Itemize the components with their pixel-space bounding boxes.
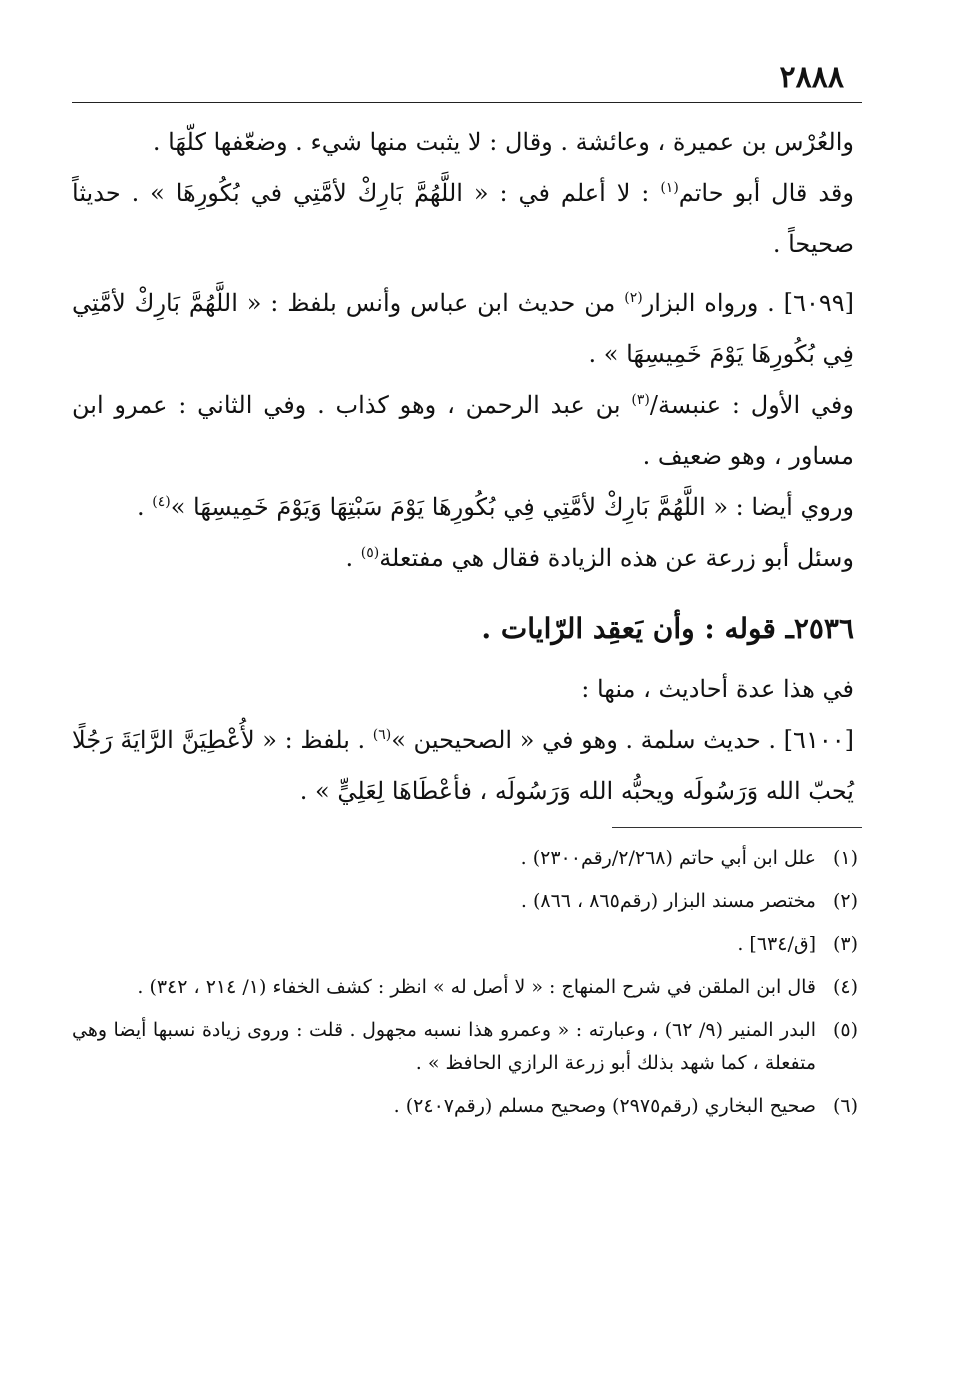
paragraph-text: وفي الأول : عنبسة/ [649,391,854,419]
footnote-number: (٦) [832,1095,858,1117]
paragraph-text: من حديث ابن عباس وأنس بلفظ : « اللَّهُمَّ بَارِكْ لأمَّتِي فِي بُكُورِهَا يَوْمَ خَمِيسِهَا » . [72,289,854,368]
paragraph-text: وسئل أبو زرعة عن هذه الزيادة فقال هي مفتعلة [379,544,854,572]
paragraph-text: وروي أيضا : « اللَّهُمَّ بَارِكْ لأمَّتِي فِي بُكُورِهَا يَوْمَ سَبْتِهَا وَيَوْمَ خَمِيسِهَا » [170,493,854,521]
footnote-text: صحيح البخاري (رقم٢٩٧٥) وصحيح مسلم (رقم٢٤٠٧) . [393,1095,816,1117]
paragraph [72,664,862,715]
paragraph-text: وقد قال أبو حاتم [678,179,854,207]
footnote-ref[interactable]: (١) [660,180,679,196]
section-heading: ٢٥٣٦ـ قوله : وأن يَعقِد الرّايات . [481,612,854,645]
footnote-text: مختصر مسند البزار (رقم٨٦٥ ، ٨٦٦) . [520,890,816,912]
footnote-text: علل ابن أبي حاتم (٢/٢٦٨/رقم٢٣٠٠) . [520,847,816,869]
footnotes [72,842,862,1123]
footnote-number: (١) [832,847,858,869]
paragraph [72,715,862,817]
footnote-text: البدر المنير (٩/ ٦٢) ، وعبارته : « وعمرو هذا نسبه مجهول . قلت : وروى زيادة نسبها أيضا وهي متفعلة ، كما شهد بذلك أبو زرعة الرازي الحافظ » . [72,1019,816,1074]
main-text [72,117,862,817]
page-number: ٢٨٨٨ [779,60,844,95]
footnote-text: قال ابن الملقن في شرح المنهاج : « لا أصل له » انظر : كشف الخفاء (١/ ٢١٤ ، ٣٤٢) . [137,976,816,998]
paragraph-text: . [136,493,153,521]
paragraph [72,533,862,584]
paragraph [72,482,862,533]
footnote-number: (٣) [832,933,858,955]
footnote-number: (٤) [832,976,858,998]
paragraph [72,380,862,482]
footnote-item [72,971,862,1004]
paragraph-text: [٦٠٩٩] . ورواه البزار [642,289,854,317]
footnote-item [72,1014,862,1080]
paragraph-text: [٦١٠٠] . حديث سلمة . وهو في « الصحيحين » [391,726,854,754]
paragraph-text: . بلفظ : « لأُعْطِيَنَّ الرَّايَةَ رَجُلًا يُحبّ الله وَرَسُولَه ويحبُّه الله وَرَسُولَه ، فأعْطَاهَا لِعَلِيٍّ » . [72,726,854,805]
footnote-item [72,928,862,961]
footnote-item [72,1090,862,1123]
footnote-ref[interactable]: (٣) [631,392,650,408]
paragraph-text: . [345,544,361,572]
footnote-ref[interactable]: (٥) [360,545,380,561]
paragraph-text: بن عبد الرحمن ، وهو كذاب . وفي الثاني : عمرو ابن مساور ، وهو ضعيف . [72,391,854,470]
footnote-text: [ق/٦٣٤] . [737,933,816,955]
page-header [72,52,862,103]
paragraph-text: في هذا عدة أحاديث ، منها : [581,675,854,703]
footnote-number: (٢) [832,890,858,912]
footnote-ref[interactable]: (٤) [152,494,171,510]
paragraph [72,168,862,270]
footnote-item [72,842,862,875]
footnote-item [72,885,862,918]
footnote-number: (٥) [832,1019,858,1041]
paragraph-text: : لا أعلم في : « اللَّهُمَّ بَارِكْ لأمَّتِي في بُكُورِهَا » . حديثاً صحيحاً . [72,179,854,258]
paragraph [72,278,862,380]
paragraph-text: والعُرْس بن عميرة ، وعائشة . وقال : لا يثبت منها شيء . وضعّفها كلّهَا . [152,128,854,156]
paragraph [72,117,862,168]
book-page [72,52,862,1133]
footnote-ref[interactable]: (٦) [372,727,392,743]
footnote-separator [612,827,862,828]
footnote-ref[interactable]: (٢) [624,290,643,306]
